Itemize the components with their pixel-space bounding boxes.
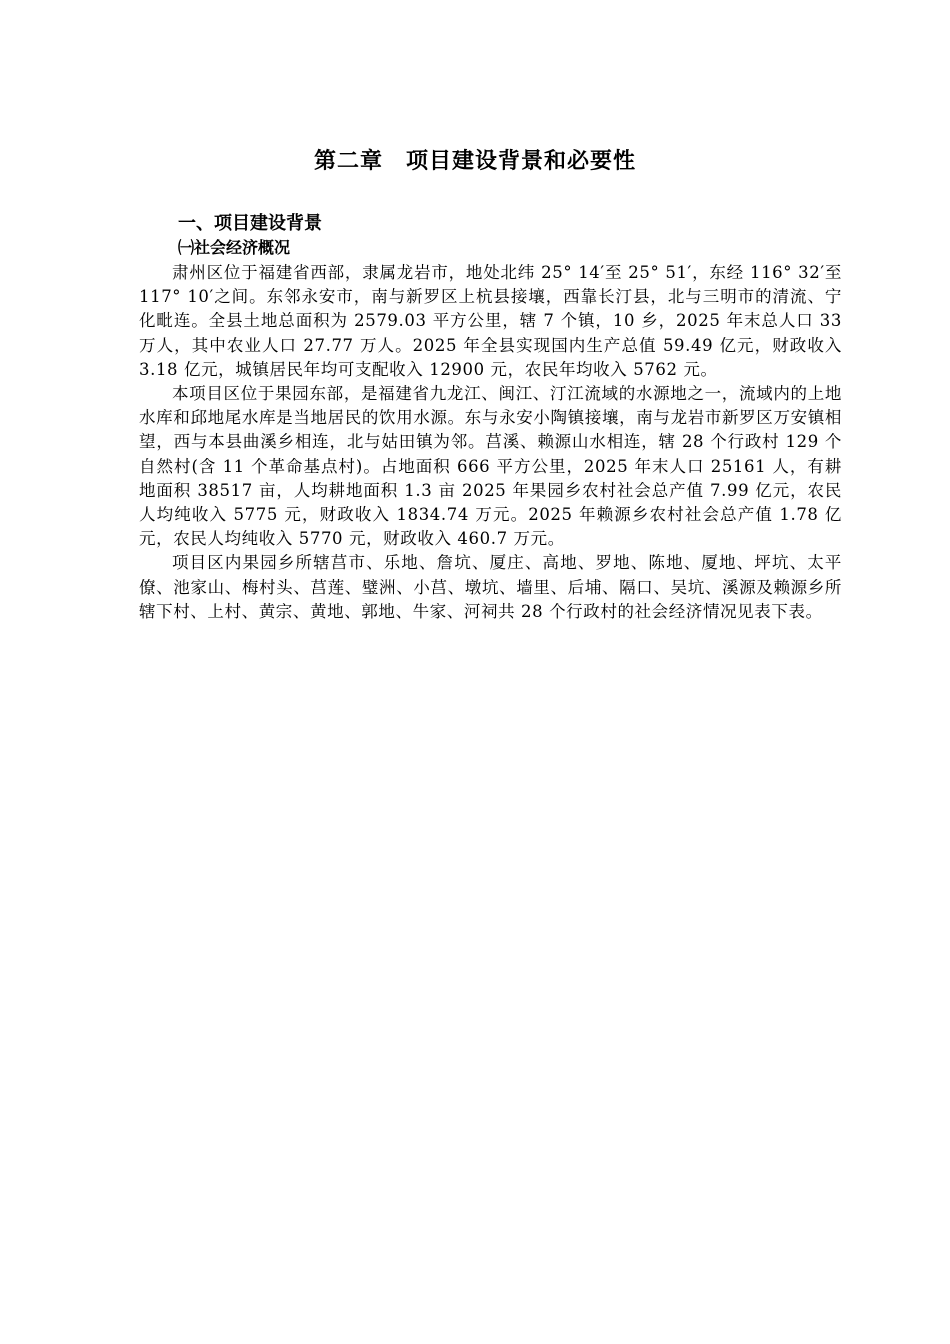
paragraph: 项目区内果园乡所辖莒市、乐地、詹坑、厦庄、高地、罗地、陈地、厦地、坪坑、太平僚、池家山、梅村头、莒莲、璧洲、小莒、墩坑、墙里、后埔、隔口、吴坑、溪源及赖源乡所辖下村、上村、黄宗、黄地、郭地、牛家、河祠共 28 个行政村的社会经济情况见表下表。 — [139, 553, 842, 621]
chapter-title: 第二章 项目建设背景和必要性 — [313, 149, 636, 174]
subsection-heading: ㈠社会经济概况 — [178, 238, 291, 257]
body-text — [139, 261, 842, 624]
section-heading: 一、项目建设背景 — [178, 213, 322, 234]
paragraph: 本项目区位于果园东部，是福建省九龙江、闽江、汀江流域的水源地之一，流域内的上地水库和邱地尾水库是当地居民的饮用水源。东与永安小陶镇接壤，南与龙岩市新罗区万安镇相望，西与本县曲溪乡相连，北与姑田镇为邻。莒溪、赖源山水相连，辖 28 个行政村 129 个自然村(含 11 个革命基点村)。占地面积 666 平方公里，2025 年末人口 25161 人，有耕地面积 38517 亩，人均耕地面积 1.3 亩 2025 年果园乡农村社会总产值 7.99 亿元，农民人均纯收入 5775 元，财政收入 1834.74 万元。2025 年赖源乡农村社会总产值 1.78 亿元，农民人均纯收入 5770 元，财政收入 460.7 万元。 — [139, 384, 842, 549]
paragraph: 肃州区位于福建省西部，隶属龙岩市，地处北纬 25° 14′至 25° 51′，东经 116° 32′至 117° 10′之间。东邻永安市，南与新罗区上杭县接壤，西靠长汀县，北与三明市的清流、宁化毗连。全县土地总面积为 2579.03 平方公里，辖 7 个镇，10 乡，2025 年末总人口 33 万人，其中农业人口 27.77 万人。2025 年全县实现国内生产总值 59.49 亿元，财政收入 3.18 亿元，城镇居民年均可支配收入 12900 元，农民年均收入 5762 元。 — [139, 263, 842, 379]
